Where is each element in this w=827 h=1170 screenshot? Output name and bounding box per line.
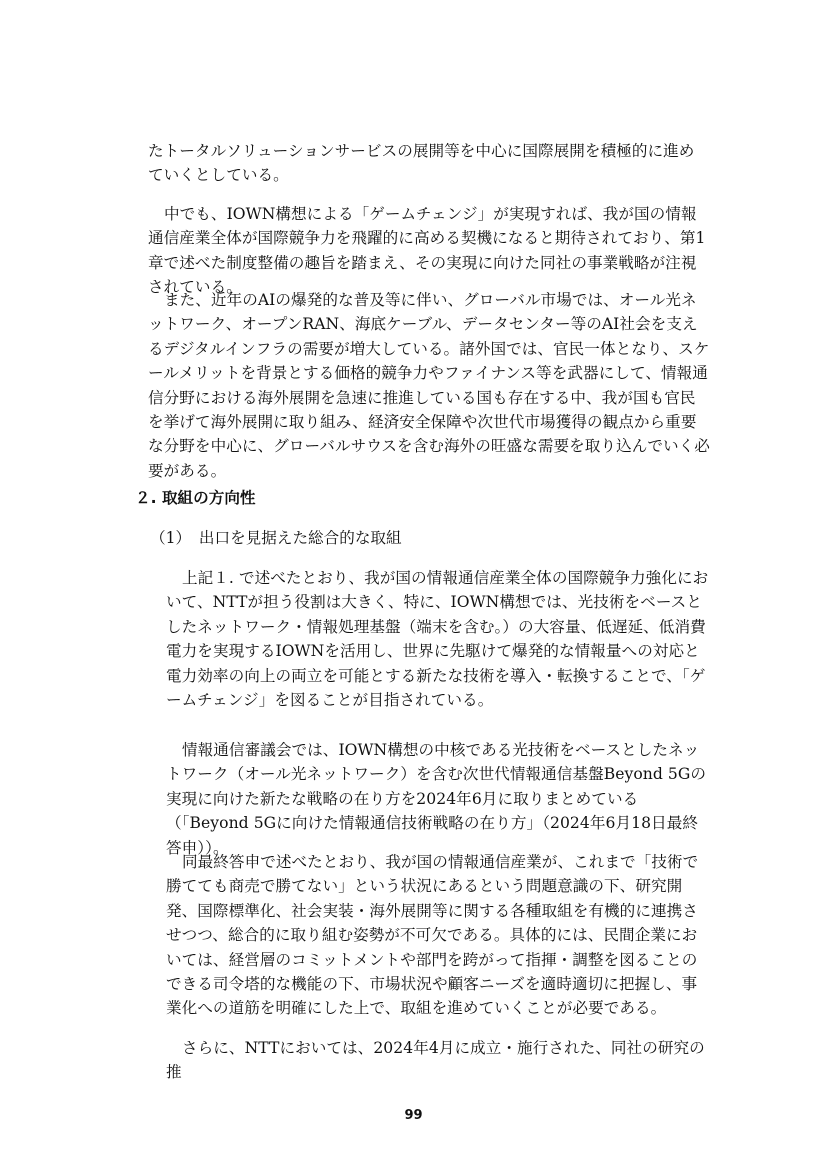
body-paragraph-5: 情報通信審議会では、IOWN構想の中核である光技術をベースとしたネットワーク（オール光ネットワーク）を含む次世代情報通信基盤Beyond 5Gの実現に向けた新たな戦略の在り方を2024年6月に取りまとめている（「Beyond 5Gに向けた情報通信技術戦略の在り方」（2024年6月18日最終答申））。 <box>166 741 707 857</box>
body-paragraph-6: 同最終答申で述べたとおり、我が国の情報通信産業が、これまで「技術で勝てても商売で勝てない」という状況にあるという問題意識の下、研究開発、国際標準化、社会実装・海外展開等に関する各種取組を有機的に連携させつつ、総合的に取り組む姿勢が不可欠である。具体的には、民間企業においては、経営層のコミットメントや部門を跨がって指揮・調整を図ることのできる司令塔的な機能の下、市場状況や顧客ニーズを適時適切に把握し、事業化への道筋を明確にした上で、取組を進めていくことが必要である。 <box>166 853 699 1018</box>
page-number: 99 <box>404 1108 423 1123</box>
body-paragraph-1: たトータルソリューションサービスの展開等を中心に国際展開を積極的に進めていくとしている。 <box>148 142 695 185</box>
body-paragraph-7: さらに、NTTにおいては、2024年4月に成立・施行された、同社の研究の推 <box>166 1039 705 1082</box>
body-paragraph-3: また、近年のAIの爆発的な普及等に伴い、グローバル市場では、オール光ネットワーク、オープンRAN、海底ケーブル、データセンター等のAI社会を支えるデジタルインフラの需要が増大している。諸外国では、官民一体となり、スケールメリットを背景とする価格的競争力やファイナンス等を武器にして、情報通信分野における海外展開を急速に推進している国も存在する中、我が国も官民を挙げて海外展開に取り組み、経済安全保障や次世代市場獲得の観点から重要な分野を中心に、グローバルサウスを含む海外の旺盛な需要を取り込んでいく必要がある。 <box>148 291 710 480</box>
body-paragraph-2: 中でも、IOWN構想による「ゲームチェンジ」が実現すれば、我が国の情報通信産業全体が国際競争力を飛躍的に高める契機になると期待されており、第1章で述べた制度整備の趣旨を踏まえ、その実現に向けた同社の事業戦略が注視されている。 <box>148 205 706 297</box>
section-heading: ２. 取組の方向性 <box>135 489 256 507</box>
sub-heading: （1） 出口を見据えた総合的な取組 <box>150 529 402 547</box>
body-paragraph-4: 上記１. で述べたとおり、我が国の情報通信産業全体の国際競争力強化において、NTTが担う役割は大きく、特に、IOWN構想では、光技術をベースとしたネットワーク・情報処理基盤（端末を含む。）の大容量、低遅延、低消費電力を実現するIOWNを活用し、世界に先駆けて爆発的な情報量への対応と電力効率の向上の両立を可能とする新たな技術を導入・転換することで、「ゲームチェンジ」を図ることが目指されている。 <box>166 569 709 710</box>
